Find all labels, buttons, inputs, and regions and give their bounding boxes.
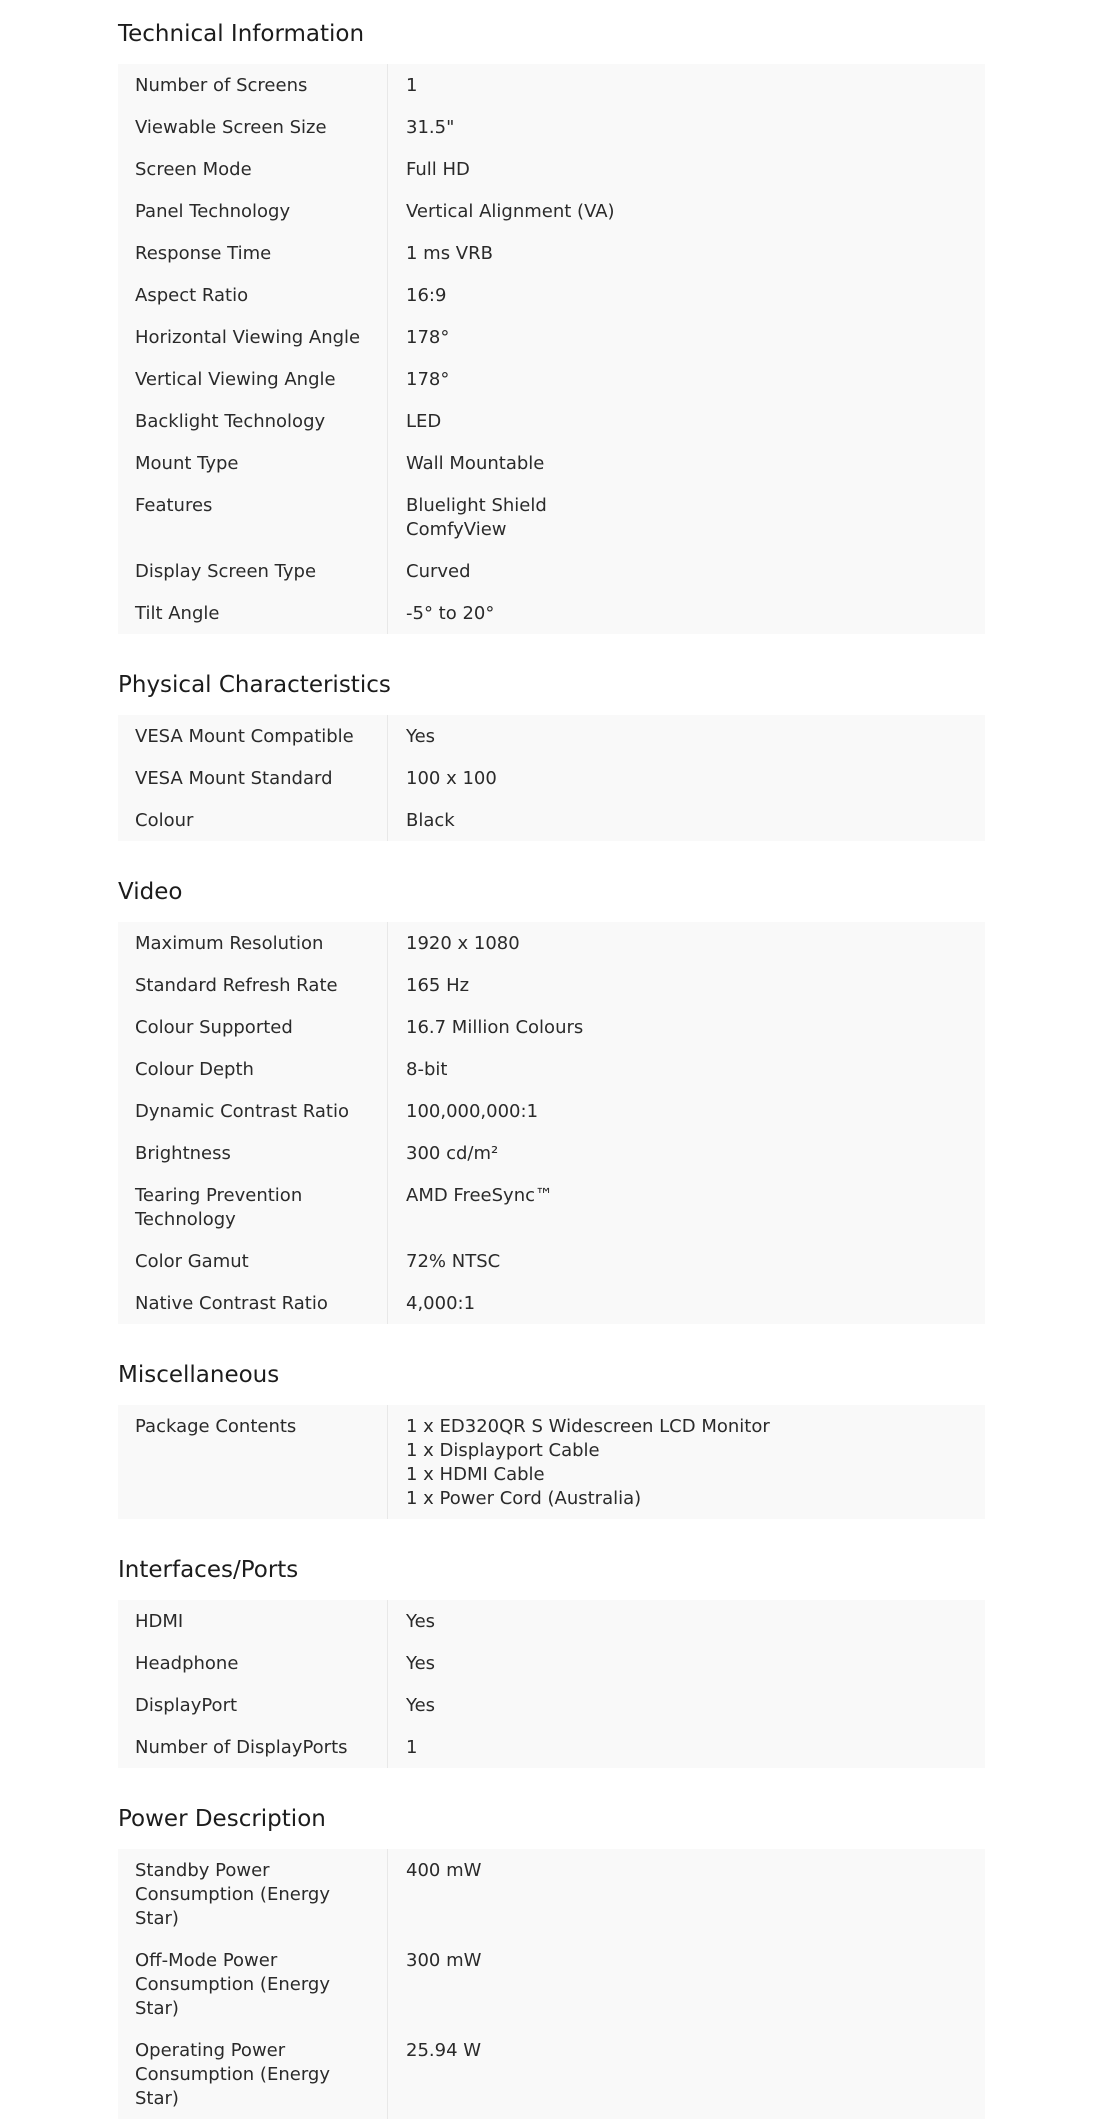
- spec-value: [388, 1282, 985, 1324]
- spec-value-line: 8-bit: [406, 1059, 448, 1080]
- spec-label: Aspect Ratio: [118, 274, 388, 316]
- spec-label: Off-Mode Power Consumption (Energy Star): [118, 1939, 388, 2029]
- spec-label: Mount Type: [118, 442, 388, 484]
- spec-label: Native Contrast Ratio: [118, 1282, 388, 1324]
- spec-value: [388, 316, 985, 358]
- spec-value-line: 1 x Displayport Cable: [406, 1440, 600, 1461]
- spec-label: Operating Power Consumption (Energy Star): [118, 2029, 388, 2119]
- spec-value: [388, 2029, 985, 2119]
- spec-row: [118, 442, 985, 484]
- spec-table: [118, 715, 985, 841]
- spec-label: VESA Mount Standard: [118, 757, 388, 799]
- spec-value: [388, 358, 985, 400]
- spec-label: Vertical Viewing Angle: [118, 358, 388, 400]
- spec-table: [118, 1600, 985, 1768]
- spec-row: [118, 400, 985, 442]
- spec-row: [118, 1600, 985, 1642]
- spec-value-line: 100 x 100: [406, 768, 497, 789]
- spec-section: [118, 1359, 985, 1519]
- spec-value: [388, 1405, 985, 1519]
- spec-value-line: Curved: [406, 561, 471, 582]
- spec-value-line: 1920 x 1080: [406, 933, 520, 954]
- spec-row: [118, 922, 985, 964]
- spec-value: [388, 550, 985, 592]
- spec-value-line: 100,000,000:1: [406, 1101, 539, 1122]
- spec-row: [118, 592, 985, 634]
- spec-value: [388, 1132, 985, 1174]
- spec-row: [118, 358, 985, 400]
- spec-value-line: 1 x HDMI Cable: [406, 1464, 545, 1485]
- spec-label: Standby Power Consumption (Energy Star): [118, 1849, 388, 1939]
- spec-section: [118, 669, 985, 841]
- section-title: Power Description: [118, 1806, 326, 1832]
- spec-label: Colour Supported: [118, 1006, 388, 1048]
- spec-row: [118, 1132, 985, 1174]
- spec-value-line: 72% NTSC: [406, 1251, 501, 1272]
- spec-value-line: ComfyView: [406, 519, 507, 540]
- spec-row: [118, 1684, 985, 1726]
- spec-label: Color Gamut: [118, 1240, 388, 1282]
- spec-value: [388, 715, 985, 757]
- spec-value-line: 31.5": [406, 117, 455, 138]
- spec-value: [388, 1090, 985, 1132]
- spec-value-line: Vertical Alignment (VA): [406, 201, 615, 222]
- spec-value: [388, 1642, 985, 1684]
- spec-row: [118, 964, 985, 1006]
- spec-value: [388, 64, 985, 106]
- spec-row: [118, 1642, 985, 1684]
- spec-value: [388, 922, 985, 964]
- spec-value-line: Yes: [406, 1653, 436, 1674]
- spec-value-line: Black: [406, 810, 455, 831]
- spec-value: [388, 592, 985, 634]
- spec-row: [118, 1939, 985, 2029]
- spec-section: [118, 1554, 985, 1768]
- spec-value: [388, 232, 985, 274]
- spec-row: [118, 1090, 985, 1132]
- spec-value-line: 16:9: [406, 285, 447, 306]
- spec-label: HDMI: [118, 1600, 388, 1642]
- spec-table: [118, 64, 985, 634]
- spec-row: [118, 757, 985, 799]
- spec-value-line: 300 mW: [406, 1950, 482, 1971]
- spec-value: [388, 1240, 985, 1282]
- spec-value: [388, 1726, 985, 1768]
- spec-table: [118, 1405, 985, 1519]
- spec-value-line: 25.94 W: [406, 2040, 482, 2061]
- spec-label: DisplayPort: [118, 1684, 388, 1726]
- spec-value: [388, 1684, 985, 1726]
- spec-value: [388, 1600, 985, 1642]
- spec-row: [118, 148, 985, 190]
- spec-label: Brightness: [118, 1132, 388, 1174]
- spec-label: Tilt Angle: [118, 592, 388, 634]
- section-spacer: [0, 841, 1100, 876]
- spec-value-line: 1: [406, 75, 418, 96]
- spec-value: [388, 1174, 985, 1240]
- spec-row: [118, 1282, 985, 1324]
- spec-value-line: Yes: [406, 726, 436, 747]
- spec-value: [388, 1939, 985, 2029]
- spec-label: Colour: [118, 799, 388, 841]
- spec-value: [388, 799, 985, 841]
- section-title: Video: [118, 879, 183, 905]
- spec-value-line: 300 cd/m²: [406, 1143, 499, 1164]
- spec-row: [118, 799, 985, 841]
- spec-value: [388, 1849, 985, 1939]
- spec-row: [118, 1849, 985, 1939]
- section-spacer: [0, 1768, 1100, 1803]
- spec-value-line: Bluelight Shield: [406, 495, 547, 516]
- spec-value-line: 16.7 Million Colours: [406, 1017, 584, 1038]
- spec-value: [388, 274, 985, 316]
- spec-row: [118, 64, 985, 106]
- spec-table: [118, 922, 985, 1324]
- spec-section: [118, 18, 985, 634]
- spec-value-line: 178°: [406, 327, 450, 348]
- spec-row: [118, 1240, 985, 1282]
- section-spacer: [0, 634, 1100, 669]
- spec-value-line: 400 mW: [406, 1860, 482, 1881]
- spec-value: [388, 1006, 985, 1048]
- spec-value: [388, 757, 985, 799]
- spec-row: [118, 484, 985, 550]
- spec-label: Number of DisplayPorts: [118, 1726, 388, 1768]
- spec-value: [388, 190, 985, 232]
- spec-value: [388, 964, 985, 1006]
- spec-section: [118, 876, 985, 1324]
- spec-label: Response Time: [118, 232, 388, 274]
- spec-value-line: Full HD: [406, 159, 470, 180]
- spec-value-line: 165 Hz: [406, 975, 470, 996]
- spec-value: [388, 400, 985, 442]
- spec-section: [118, 1803, 985, 2119]
- spec-value: [388, 106, 985, 148]
- spec-label: Package Contents: [118, 1405, 388, 1519]
- section-spacer: [0, 1324, 1100, 1359]
- spec-row: [118, 316, 985, 358]
- spec-row: [118, 190, 985, 232]
- spec-row: [118, 550, 985, 592]
- spec-value-line: 1 x ED320QR S Widescreen LCD Monitor: [406, 1416, 770, 1437]
- spec-label: Number of Screens: [118, 64, 388, 106]
- spec-value-line: Yes: [406, 1611, 436, 1632]
- spec-label: Dynamic Contrast Ratio: [118, 1090, 388, 1132]
- spec-value-line: 1: [406, 1737, 418, 1758]
- spec-row: [118, 2029, 985, 2119]
- section-title: Interfaces/Ports: [118, 1557, 299, 1583]
- spec-label: Backlight Technology: [118, 400, 388, 442]
- spec-label: Panel Technology: [118, 190, 388, 232]
- spec-value: [388, 484, 985, 550]
- spec-label: Horizontal Viewing Angle: [118, 316, 388, 358]
- spec-row: [118, 1405, 985, 1519]
- spec-row: [118, 106, 985, 148]
- spec-label: Viewable Screen Size: [118, 106, 388, 148]
- spec-value-line: LED: [406, 411, 442, 432]
- spec-row: [118, 715, 985, 757]
- spec-label: VESA Mount Compatible: [118, 715, 388, 757]
- spec-row: [118, 232, 985, 274]
- spec-row: [118, 1006, 985, 1048]
- section-spacer: [0, 1519, 1100, 1554]
- spec-value-line: Yes: [406, 1695, 436, 1716]
- spec-value-line: 1 x Power Cord (Australia): [406, 1488, 642, 1509]
- spec-row: [118, 274, 985, 316]
- spec-value-line: -5° to 20°: [406, 603, 495, 624]
- spec-row: [118, 1726, 985, 1768]
- spec-label: Headphone: [118, 1642, 388, 1684]
- spec-value-line: Wall Mountable: [406, 453, 545, 474]
- spec-label: Features: [118, 484, 388, 550]
- spec-label: Colour Depth: [118, 1048, 388, 1090]
- spec-value-line: 178°: [406, 369, 450, 390]
- section-title: Technical Information: [118, 21, 365, 47]
- spec-value-line: AMD FreeSync™: [406, 1185, 554, 1206]
- spec-label: Tearing Prevention Technology: [118, 1174, 388, 1240]
- section-title: Physical Characteristics: [118, 672, 391, 698]
- spec-row: [118, 1048, 985, 1090]
- spec-value: [388, 1048, 985, 1090]
- spec-value-line: 1 ms VRB: [406, 243, 493, 264]
- spec-label: Standard Refresh Rate: [118, 964, 388, 1006]
- spec-label: Maximum Resolution: [118, 922, 388, 964]
- spec-value: [388, 442, 985, 484]
- section-title: Miscellaneous: [118, 1362, 280, 1388]
- spec-value-line: 4,000:1: [406, 1293, 476, 1314]
- spec-value: [388, 148, 985, 190]
- spec-row: [118, 1174, 985, 1240]
- spec-label: Screen Mode: [118, 148, 388, 190]
- spec-label: Display Screen Type: [118, 550, 388, 592]
